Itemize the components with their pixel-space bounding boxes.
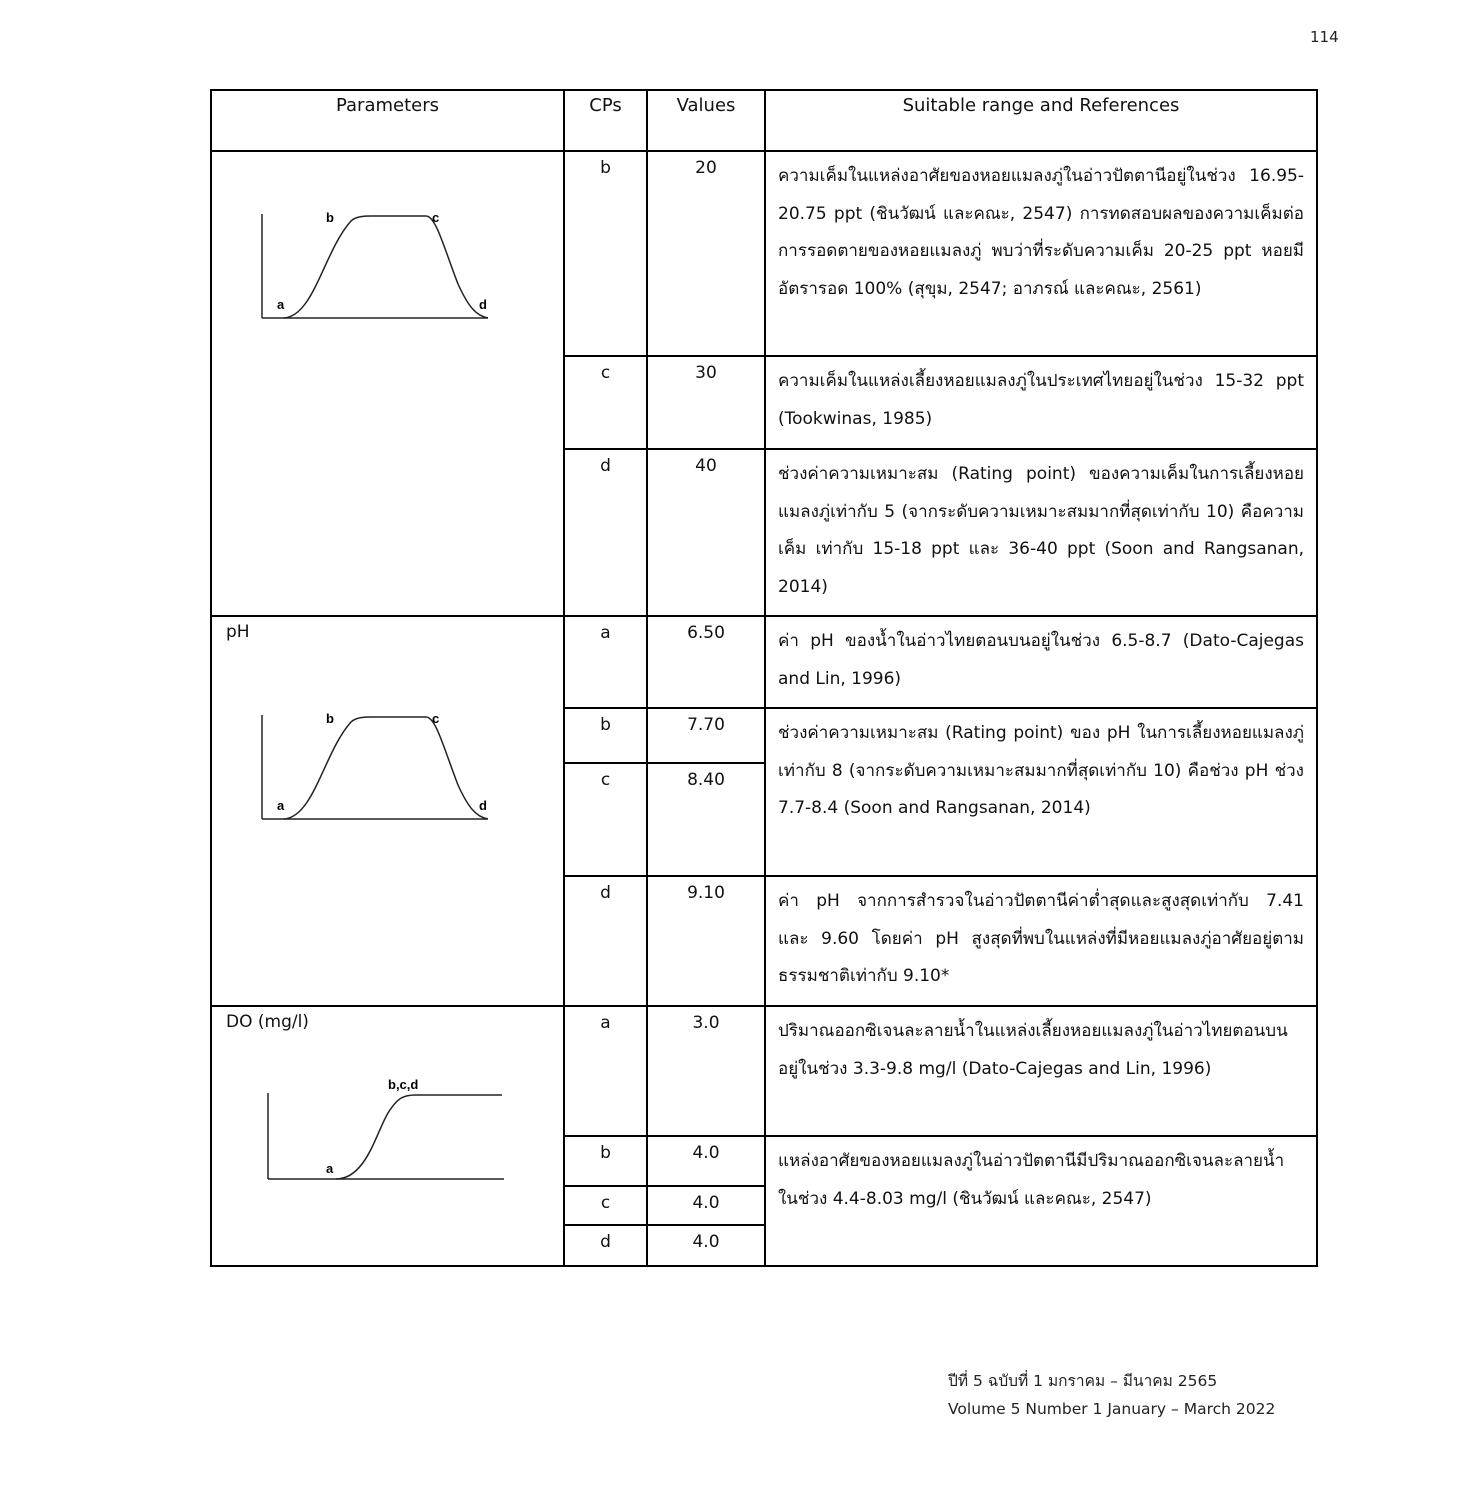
sigmoid-curve-graph: [226, 1033, 546, 1183]
cp-cell: c: [564, 356, 647, 449]
graph-axes: [262, 214, 488, 318]
cp-cell: b: [564, 708, 647, 763]
value-cell: 7.70: [647, 708, 765, 763]
graph-curve: [284, 717, 488, 819]
reference-cell: ปริมาณออกซิเจนละลายน้ำในแหล่งเลี้ยงหอยแมลงภู่ในอ่าวไทยตอนบนอยู่ในช่วง 3.3-9.8 mg/l (Dato-Cajegas and Lin, 1996): [765, 1006, 1317, 1136]
cp-cell: b: [564, 1136, 647, 1186]
graph-curve: [284, 216, 488, 318]
parameter-table: [210, 89, 1318, 1267]
table-row: [211, 1006, 1317, 1136]
graph-label-a: a: [277, 297, 285, 312]
value-cell: 9.10: [647, 876, 765, 1006]
parameter-cell-ph: [211, 616, 564, 1006]
parameter-label: DO (mg/l): [226, 1012, 309, 1032]
graph-label-b: b: [326, 711, 334, 726]
header-cps: CPs: [564, 90, 647, 151]
parameter-label: pH: [226, 622, 250, 642]
cp-cell: c: [564, 1186, 647, 1225]
footer-english-issue: Volume 5 Number 1 January – March 2022: [948, 1400, 1276, 1418]
parameter-cell-salinity: [211, 151, 564, 616]
graph-label-b: b: [326, 210, 334, 225]
journal-footer: [948, 1367, 1275, 1423]
cp-cell: c: [564, 763, 647, 876]
value-cell: 20: [647, 151, 765, 356]
header-references: Suitable range and References: [765, 90, 1317, 151]
graph-axes: [268, 1093, 504, 1179]
graph-label-c: c: [432, 210, 440, 225]
value-cell: 6.50: [647, 616, 765, 708]
footer-thai-issue: ปีที่ 5 ฉบับที่ 1 มกราคม – มีนาคม 2565: [948, 1372, 1218, 1390]
value-cell: 3.0: [647, 1006, 765, 1136]
value-cell: 4.0: [647, 1225, 765, 1266]
value-cell: 4.0: [647, 1136, 765, 1186]
header-parameters: Parameters: [211, 90, 564, 151]
reference-cell: ค่า pH ของน้ำในอ่าวไทยตอนบนอยู่ในช่วง 6.5-8.7 (Dato-Cajegas and Lin, 1996): [765, 616, 1317, 708]
reference-cell: ความเค็มในแหล่งเลี้ยงหอยแมลงภู่ในประเทศไทยอยู่ในช่วง 15-32 ppt (Tookwinas, 1985): [765, 356, 1317, 449]
value-cell: 4.0: [647, 1186, 765, 1225]
trapezoid-curve-graph: [226, 643, 546, 843]
cp-cell: a: [564, 1006, 647, 1136]
cp-cell: a: [564, 616, 647, 708]
graph-label-d: d: [479, 297, 487, 312]
value-cell: 30: [647, 356, 765, 449]
cp-cell: b: [564, 151, 647, 356]
graph-label-a: a: [326, 1161, 334, 1176]
table-row: [211, 616, 1317, 708]
cp-cell: d: [564, 1225, 647, 1266]
cp-cell: d: [564, 876, 647, 1006]
table-header-row: [211, 90, 1317, 151]
graph-label-bcd: b,c,d: [388, 1077, 419, 1092]
reference-cell: ช่วงค่าความเหมาะสม (Rating point) ของความเค็มในการเลี้ยงหอยแมลงภู่เท่ากับ 5 (จากระดับความเหมาะสมมากที่สุดเท่ากับ 10) คือความเค็ม เท่ากับ 15-18 ppt และ 36-40 ppt (Soon and Rangsanan, 2014): [765, 449, 1317, 616]
graph-label-a: a: [277, 798, 285, 813]
reference-cell: ความเค็มในแหล่งอาศัยของหอยแมลงภู่ในอ่าวปัตตานีอยู่ในช่วง 16.95-20.75 ppt (ชินวัฒน์ และคณะ, 2547) การทดสอบผลของความเค็มต่อการรอดตายของหอยแมลงภู่ พบว่าที่ระดับความเค็ม 20-25 ppt หอยมีอัตรารอด 100% (สุขุม, 2547; อาภรณ์ และคณะ, 2561): [765, 151, 1317, 356]
parameter-cell-do: [211, 1006, 564, 1266]
value-cell: 40: [647, 449, 765, 616]
header-values: Values: [647, 90, 765, 151]
trapezoid-curve-graph: [226, 156, 546, 456]
reference-cell: ช่วงค่าความเหมาะสม (Rating point) ของ pH ในการเลี้ยงหอยแมลงภู่ เท่ากับ 8 (จากระดับความเหมาะสมมากที่สุดเท่ากับ 10) คือช่วง pH ช่วง 7.7-8.4 (Soon and Rangsanan, 2014): [765, 708, 1317, 876]
graph-axes: [262, 715, 488, 819]
value-cell: 8.40: [647, 763, 765, 876]
cp-cell: d: [564, 449, 647, 616]
page-number: 114: [1310, 28, 1339, 46]
table-row: [211, 151, 1317, 356]
graph-label-c: c: [432, 711, 440, 726]
reference-cell: ค่า pH จากการสำรวจในอ่าวปัตตานีค่าต่ำสุดและสูงสุดเท่ากับ 7.41 และ 9.60 โดยค่า pH สูงสุดที่พบในแหล่งที่มีหอยแมลงภู่อาศัยอยู่ตามธรรมชาติเท่ากับ 9.10*: [765, 876, 1317, 1006]
graph-curve: [336, 1095, 502, 1179]
reference-cell: แหล่งอาศัยของหอยแมลงภู่ในอ่าวปัตตานีมีปริมาณออกซิเจนละลายน้ำในช่วง 4.4-8.03 mg/l (ชินวัฒน์ และคณะ, 2547): [765, 1136, 1317, 1266]
graph-label-d: d: [479, 798, 487, 813]
